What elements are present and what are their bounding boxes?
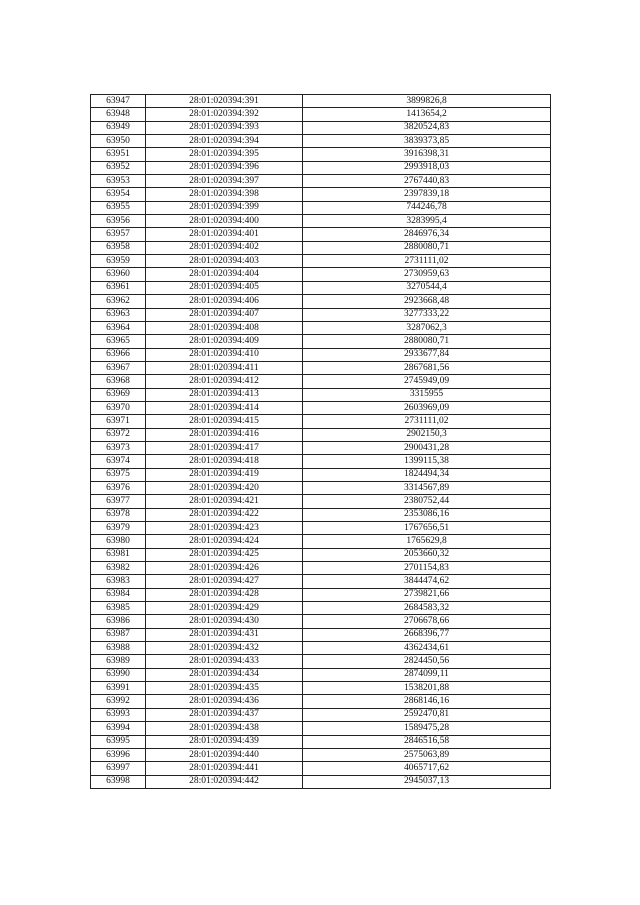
table-row [91, 508, 551, 521]
cadastral-value-cell: 2668396,77 [303, 628, 551, 641]
cadastral-value-cell: 4065717,62 [303, 762, 551, 775]
cadastral-number-cell: 28:01:020394:393 [146, 121, 303, 134]
cadastral-number-cell: 28:01:020394:431 [146, 628, 303, 641]
cadastral-value-cell: 3844474,62 [303, 575, 551, 588]
cadastral-value-cell: 2945037,13 [303, 775, 551, 788]
table-row [91, 575, 551, 588]
cadastral-value-cell: 2745949,09 [303, 375, 551, 388]
row-number-cell: 63953 [91, 175, 146, 188]
cadastral-value-cell: 2397839,18 [303, 188, 551, 201]
cadastral-number-cell: 28:01:020394:426 [146, 562, 303, 575]
cadastral-value-cell: 1767656,51 [303, 522, 551, 535]
cadastral-value-cell: 2933677,84 [303, 348, 551, 361]
row-number-cell: 63983 [91, 575, 146, 588]
cadastral-value-cell: 2767440,83 [303, 175, 551, 188]
cadastral-number-cell: 28:01:020394:442 [146, 775, 303, 788]
cadastral-number-cell: 28:01:020394:430 [146, 615, 303, 628]
row-number-cell: 63973 [91, 441, 146, 454]
row-number-cell: 63992 [91, 695, 146, 708]
row-number-cell: 63947 [91, 95, 146, 108]
table-row [91, 401, 551, 414]
cadastral-value-cell: 2993918,03 [303, 161, 551, 174]
cadastral-value-cell: 2380752,44 [303, 495, 551, 508]
row-number-cell: 63954 [91, 188, 146, 201]
table-row [91, 335, 551, 348]
cadastral-number-cell: 28:01:020394:413 [146, 388, 303, 401]
cadastral-value-cell: 2874099,11 [303, 668, 551, 681]
cadastral-value-cell: 2902150,3 [303, 428, 551, 441]
table-row [91, 481, 551, 494]
row-number-cell: 63998 [91, 775, 146, 788]
cadastral-number-cell: 28:01:020394:399 [146, 201, 303, 214]
cadastral-value-cell: 3287062,3 [303, 321, 551, 334]
row-number-cell: 63970 [91, 401, 146, 414]
cadastral-number-cell: 28:01:020394:433 [146, 655, 303, 668]
table-row [91, 655, 551, 668]
table-row [91, 615, 551, 628]
row-number-cell: 63986 [91, 615, 146, 628]
table-row [91, 228, 551, 241]
cadastral-number-cell: 28:01:020394:412 [146, 375, 303, 388]
row-number-cell: 63978 [91, 508, 146, 521]
cadastral-number-cell: 28:01:020394:427 [146, 575, 303, 588]
row-number-cell: 63977 [91, 495, 146, 508]
table-row [91, 188, 551, 201]
cadastral-value-cell: 1824494,34 [303, 468, 551, 481]
cadastral-value-table [90, 94, 551, 789]
row-number-cell: 63964 [91, 321, 146, 334]
row-number-cell: 63961 [91, 281, 146, 294]
table-row [91, 602, 551, 615]
cadastral-number-cell: 28:01:020394:437 [146, 708, 303, 721]
cadastral-number-cell: 28:01:020394:418 [146, 455, 303, 468]
cadastral-value-cell: 3315955 [303, 388, 551, 401]
row-number-cell: 63969 [91, 388, 146, 401]
cadastral-number-cell: 28:01:020394:422 [146, 508, 303, 521]
cadastral-value-cell: 2867681,56 [303, 361, 551, 374]
cadastral-value-cell: 2900431,28 [303, 441, 551, 454]
cadastral-value-cell: 1399115,38 [303, 455, 551, 468]
table-row [91, 708, 551, 721]
cadastral-value-cell: 2880080,71 [303, 335, 551, 348]
table-row [91, 361, 551, 374]
cadastral-number-cell: 28:01:020394:398 [146, 188, 303, 201]
table-row [91, 562, 551, 575]
table-row [91, 268, 551, 281]
cadastral-number-cell: 28:01:020394:421 [146, 495, 303, 508]
cadastral-number-cell: 28:01:020394:439 [146, 735, 303, 748]
table-row [91, 135, 551, 148]
cadastral-value-cell: 3283995,4 [303, 215, 551, 228]
row-number-cell: 63996 [91, 748, 146, 761]
table-row [91, 121, 551, 134]
cadastral-number-cell: 28:01:020394:435 [146, 682, 303, 695]
table-row [91, 722, 551, 735]
table-row [91, 762, 551, 775]
cadastral-number-cell: 28:01:020394:402 [146, 241, 303, 254]
cadastral-value-cell: 3916398,31 [303, 148, 551, 161]
row-number-cell: 63980 [91, 535, 146, 548]
cadastral-number-cell: 28:01:020394:441 [146, 762, 303, 775]
cadastral-number-cell: 28:01:020394:409 [146, 335, 303, 348]
cadastral-value-cell: 2706678,66 [303, 615, 551, 628]
row-number-cell: 63994 [91, 722, 146, 735]
table-row [91, 148, 551, 161]
cadastral-value-cell: 2701154,83 [303, 562, 551, 575]
cadastral-number-cell: 28:01:020394:429 [146, 602, 303, 615]
row-number-cell: 63993 [91, 708, 146, 721]
row-number-cell: 63975 [91, 468, 146, 481]
cadastral-value-cell: 4362434,61 [303, 642, 551, 655]
table-row [91, 642, 551, 655]
table-row [91, 161, 551, 174]
row-number-cell: 63997 [91, 762, 146, 775]
row-number-cell: 63956 [91, 215, 146, 228]
cadastral-number-cell: 28:01:020394:404 [146, 268, 303, 281]
row-number-cell: 63963 [91, 308, 146, 321]
row-number-cell: 63950 [91, 135, 146, 148]
cadastral-value-cell: 2824450,56 [303, 655, 551, 668]
cadastral-value-cell: 3270544,4 [303, 281, 551, 294]
cadastral-number-cell: 28:01:020394:403 [146, 255, 303, 268]
cadastral-value-cell: 2846516,58 [303, 735, 551, 748]
cadastral-number-cell: 28:01:020394:391 [146, 95, 303, 108]
cadastral-number-cell: 28:01:020394:423 [146, 522, 303, 535]
row-number-cell: 63968 [91, 375, 146, 388]
row-number-cell: 63989 [91, 655, 146, 668]
table-row [91, 441, 551, 454]
cadastral-number-cell: 28:01:020394:395 [146, 148, 303, 161]
cadastral-value-cell: 3899826,8 [303, 95, 551, 108]
cadastral-value-cell: 1413654,2 [303, 108, 551, 121]
table-row [91, 388, 551, 401]
table-row [91, 748, 551, 761]
row-number-cell: 63990 [91, 668, 146, 681]
cadastral-value-cell: 2684583,32 [303, 602, 551, 615]
cadastral-value-cell: 2592470,81 [303, 708, 551, 721]
table-row [91, 375, 551, 388]
row-number-cell: 63984 [91, 588, 146, 601]
row-number-cell: 63948 [91, 108, 146, 121]
cadastral-value-cell: 744246,78 [303, 201, 551, 214]
row-number-cell: 63965 [91, 335, 146, 348]
table-row [91, 695, 551, 708]
table-row [91, 548, 551, 561]
cadastral-number-cell: 28:01:020394:411 [146, 361, 303, 374]
table-row [91, 628, 551, 641]
row-number-cell: 63991 [91, 682, 146, 695]
row-number-cell: 63960 [91, 268, 146, 281]
table-row [91, 682, 551, 695]
cadastral-value-cell: 2739821,66 [303, 588, 551, 601]
cadastral-value-cell: 3314567,89 [303, 481, 551, 494]
cadastral-number-cell: 28:01:020394:407 [146, 308, 303, 321]
table-row [91, 455, 551, 468]
row-number-cell: 63981 [91, 548, 146, 561]
table-row [91, 668, 551, 681]
cadastral-number-cell: 28:01:020394:392 [146, 108, 303, 121]
table-row [91, 281, 551, 294]
table-row [91, 428, 551, 441]
table-row [91, 175, 551, 188]
row-number-cell: 63949 [91, 121, 146, 134]
cadastral-number-cell: 28:01:020394:408 [146, 321, 303, 334]
row-number-cell: 63987 [91, 628, 146, 641]
cadastral-value-cell: 2846976,34 [303, 228, 551, 241]
cadastral-number-cell: 28:01:020394:410 [146, 348, 303, 361]
row-number-cell: 63967 [91, 361, 146, 374]
cadastral-value-cell: 3839373,85 [303, 135, 551, 148]
table-row [91, 775, 551, 788]
cadastral-value-cell: 2353086,16 [303, 508, 551, 521]
cadastral-number-cell: 28:01:020394:419 [146, 468, 303, 481]
cadastral-number-cell: 28:01:020394:414 [146, 401, 303, 414]
cadastral-number-cell: 28:01:020394:400 [146, 215, 303, 228]
table-row [91, 95, 551, 108]
table-row [91, 241, 551, 254]
row-number-cell: 63979 [91, 522, 146, 535]
cadastral-value-cell: 3820524,83 [303, 121, 551, 134]
table-row [91, 308, 551, 321]
cadastral-number-cell: 28:01:020394:406 [146, 295, 303, 308]
cadastral-number-cell: 28:01:020394:432 [146, 642, 303, 655]
cadastral-number-cell: 28:01:020394:436 [146, 695, 303, 708]
cadastral-value-cell: 2731111,02 [303, 255, 551, 268]
row-number-cell: 63952 [91, 161, 146, 174]
cadastral-number-cell: 28:01:020394:394 [146, 135, 303, 148]
cadastral-number-cell: 28:01:020394:440 [146, 748, 303, 761]
cadastral-number-cell: 28:01:020394:425 [146, 548, 303, 561]
cadastral-value-cell: 1765629,8 [303, 535, 551, 548]
cadastral-number-cell: 28:01:020394:401 [146, 228, 303, 241]
cadastral-value-cell: 2730959,63 [303, 268, 551, 281]
row-number-cell: 63962 [91, 295, 146, 308]
cadastral-number-cell: 28:01:020394:417 [146, 441, 303, 454]
cadastral-value-cell: 2053660,32 [303, 548, 551, 561]
cadastral-number-cell: 28:01:020394:424 [146, 535, 303, 548]
row-number-cell: 63958 [91, 241, 146, 254]
table-row [91, 735, 551, 748]
cadastral-number-cell: 28:01:020394:428 [146, 588, 303, 601]
row-number-cell: 63955 [91, 201, 146, 214]
row-number-cell: 63959 [91, 255, 146, 268]
row-number-cell: 63951 [91, 148, 146, 161]
cadastral-value-cell: 2880080,71 [303, 241, 551, 254]
row-number-cell: 63988 [91, 642, 146, 655]
row-number-cell: 63974 [91, 455, 146, 468]
cadastral-value-cell: 2923668,48 [303, 295, 551, 308]
cadastral-number-cell: 28:01:020394:434 [146, 668, 303, 681]
row-number-cell: 63972 [91, 428, 146, 441]
table-row [91, 348, 551, 361]
cadastral-number-cell: 28:01:020394:415 [146, 415, 303, 428]
table-body [91, 95, 551, 789]
row-number-cell: 63971 [91, 415, 146, 428]
table-row [91, 201, 551, 214]
row-number-cell: 63966 [91, 348, 146, 361]
table-row [91, 108, 551, 121]
cadastral-number-cell: 28:01:020394:397 [146, 175, 303, 188]
table-row [91, 215, 551, 228]
table-row [91, 535, 551, 548]
table-row [91, 495, 551, 508]
cadastral-value-cell: 1589475,28 [303, 722, 551, 735]
row-number-cell: 63985 [91, 602, 146, 615]
cadastral-value-cell: 2868146,16 [303, 695, 551, 708]
cadastral-number-cell: 28:01:020394:396 [146, 161, 303, 174]
table-row [91, 468, 551, 481]
table-row [91, 522, 551, 535]
table-row [91, 321, 551, 334]
cadastral-value-cell: 3277333,22 [303, 308, 551, 321]
row-number-cell: 63995 [91, 735, 146, 748]
cadastral-number-cell: 28:01:020394:405 [146, 281, 303, 294]
cadastral-value-cell: 1538201,88 [303, 682, 551, 695]
table-row [91, 295, 551, 308]
table-row [91, 415, 551, 428]
row-number-cell: 63982 [91, 562, 146, 575]
cadastral-value-cell: 2575063,89 [303, 748, 551, 761]
table-row [91, 255, 551, 268]
row-number-cell: 63957 [91, 228, 146, 241]
table-row [91, 588, 551, 601]
cadastral-number-cell: 28:01:020394:438 [146, 722, 303, 735]
cadastral-number-cell: 28:01:020394:416 [146, 428, 303, 441]
cadastral-value-cell: 2603969,09 [303, 401, 551, 414]
cadastral-value-cell: 2731111,02 [303, 415, 551, 428]
row-number-cell: 63976 [91, 481, 146, 494]
cadastral-number-cell: 28:01:020394:420 [146, 481, 303, 494]
